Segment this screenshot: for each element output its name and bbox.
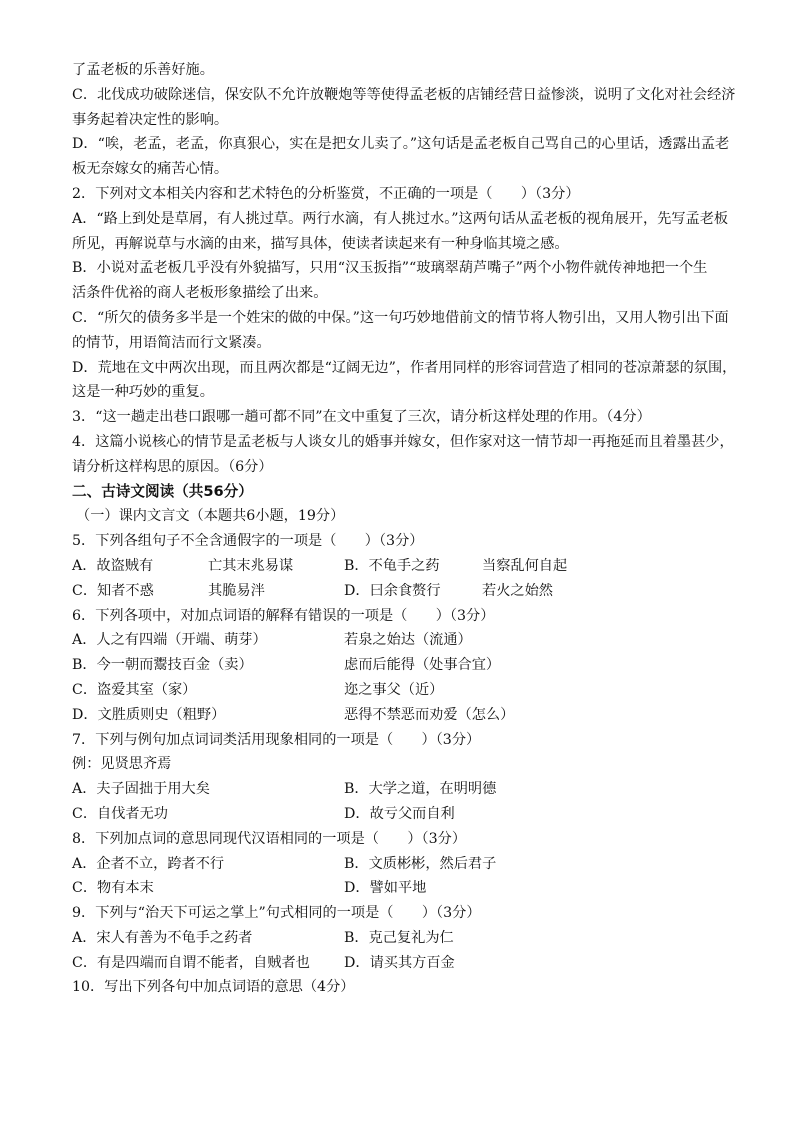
option-text: 若火之始然 (482, 582, 553, 599)
option-text: D．譬如平地 (344, 880, 427, 897)
question-7-example: 例：见贤思齐焉 (72, 756, 172, 773)
option-text: D．文胜质则史（粗野） (72, 706, 226, 723)
option-text: D．故亏父而自利 (344, 805, 455, 822)
option-text: A．宋人有善为不龟手之药者 (72, 929, 253, 946)
question-7-stem: 7．下列与例句加点词词类活用现象相同的一项是（ ）（3分） (72, 731, 481, 748)
text-line: 事务起着决定性的影响。 (72, 111, 229, 128)
question-6-row (72, 678, 734, 703)
option-b-line: B．小说对孟老板几乎没有外貌描写，只用“汉玉扳指”“玻璃翠葫芦嘴子”两个小物件就传神地把一个生 (72, 260, 708, 277)
option-text: C．盗爱其室（家） (72, 681, 197, 698)
option-text: A．人之有四端（开端、萌芽） (72, 632, 267, 649)
section-title: 二、古诗文阅读（共56分） (72, 482, 253, 500)
subsection-title: （一）课内文言文（本题共6小题，19分） (76, 508, 345, 525)
text-line: 这是一种巧妙的重复。 (72, 384, 214, 401)
question-4-stem: 4．这篇小说核心的情节是孟老板与人谈女儿的婚事并嫁女，但作家对这一情节却一再拖延而且着墨甚少， (72, 433, 734, 450)
question-5-stem: 5．下列各组句子不全含通假字的一项是（ ）（3分） (72, 533, 424, 550)
text-line: 活条件优裕的商人老板形象描绘了出来。 (72, 285, 328, 302)
option-text: C．自伐者无功 (72, 805, 168, 822)
text-line: 的情节，用语简洁而行文紧凑。 (72, 334, 271, 351)
option-text: B．大学之道，在明明德 (344, 781, 497, 798)
question-6-row (72, 653, 734, 678)
text-line: 了孟老板的乐善好施。 (72, 62, 214, 78)
option-a-line: A．“路上到处是草屑，有人挑过草。两行水滴，有人挑过水。”这两句话从孟老板的视角展开，先写孟老板 (72, 210, 729, 227)
question-3-stem: 3．“这一趟走出巷口跟哪一趟可都不同”在文中重复了三次，请分析这样处理的作用。（4分） (72, 409, 651, 426)
question-8-row (72, 852, 734, 877)
question-8-row (72, 876, 734, 901)
question-6-row (72, 703, 734, 728)
option-c-line: C．“所欠的债务多半是一个姓宋的做的中保。”这一句巧妙地借前文的情节将人物引出，又用人物引出下面 (72, 309, 729, 326)
question-8-stem: 8．下列加点词的意思同现代汉语相同的一项是（ ）（3分） (72, 830, 467, 847)
option-text: B．今一朝而鬻技百金（卖） (72, 657, 253, 674)
option-text: B．不龟手之药 (344, 557, 440, 574)
option-text: B．克己复礼为仁 (344, 929, 454, 946)
question-9-row (72, 951, 734, 976)
option-text: 迩之事父（近） (344, 681, 444, 698)
option-text: D．曰余食赘行 (344, 582, 441, 599)
option-text: 亡其末兆易谋 (208, 557, 294, 574)
option-text: A．夫子固拙于用大矣 (72, 781, 210, 798)
option-text: A．故盗贼有 (72, 557, 154, 574)
question-7-row (72, 777, 734, 802)
text-line: 所见，再解说草与水滴的由来，描写具体，使读者读起来有一种身临其境之感。 (72, 235, 569, 252)
option-text: D．请买其方百金 (344, 954, 455, 971)
option-text: C．有是四端而自谓不能者，自贼者也 (72, 954, 310, 971)
option-text: 虑而后能得（处事合宜） (344, 657, 501, 674)
text-line: 板无奈嫁女的痛苦心情。 (72, 161, 229, 178)
option-text: 若泉之始达（流通） (344, 632, 472, 649)
option-text: C．知者不惑 (72, 582, 154, 599)
option-text: A．企者不立，跨者不行 (72, 855, 225, 872)
question-10-stem: 10．写出下列各句中加点词语的意思（4分） (72, 979, 355, 996)
option-d-line: D．“唉，老孟，老孟，你真狠心，实在是把女儿卖了。”这句话是孟老板自己骂自己的心里话，透露出孟老 (72, 136, 730, 153)
question-6-stem: 6．下列各项中，对加点词语的解释有错误的一项是（ ）（3分） (72, 607, 495, 624)
option-text: C．物有本末 (72, 880, 154, 897)
question-5-row (72, 579, 734, 604)
option-text: 其脆易泮 (208, 582, 265, 599)
question-5-row (72, 554, 734, 579)
option-text: 当察乱何自起 (482, 557, 568, 574)
option-c-line: C．北伐成功破除迷信，保安队不允许放鞭炮等等使得孟老板的店铺经营日益惨淡，说明了文化对社会经济 (72, 86, 736, 103)
question-9-stem: 9．下列与“治天下可运之掌上”句式相同的一项是（ ）（3分） (72, 905, 481, 922)
text-line: 请分析这样构思的原因。（6分） (72, 458, 273, 475)
question-9-row (72, 926, 734, 951)
question-2-stem: 2．下列对文本相关内容和艺术特色的分析鉴赏，不正确的一项是（ ）（3分） (72, 185, 580, 202)
option-d-line: D．荒地在文中两次出现，而且两次都是“辽阔无边”，作者用同样的形容词营造了相同的苍凉萧瑟的氛围， (72, 359, 737, 376)
question-7-row (72, 802, 734, 827)
option-text: B．文质彬彬，然后君子 (344, 855, 497, 872)
question-6-row (72, 628, 734, 653)
option-text: 恶得不禁恶而劝爱（怎么） (344, 706, 515, 723)
